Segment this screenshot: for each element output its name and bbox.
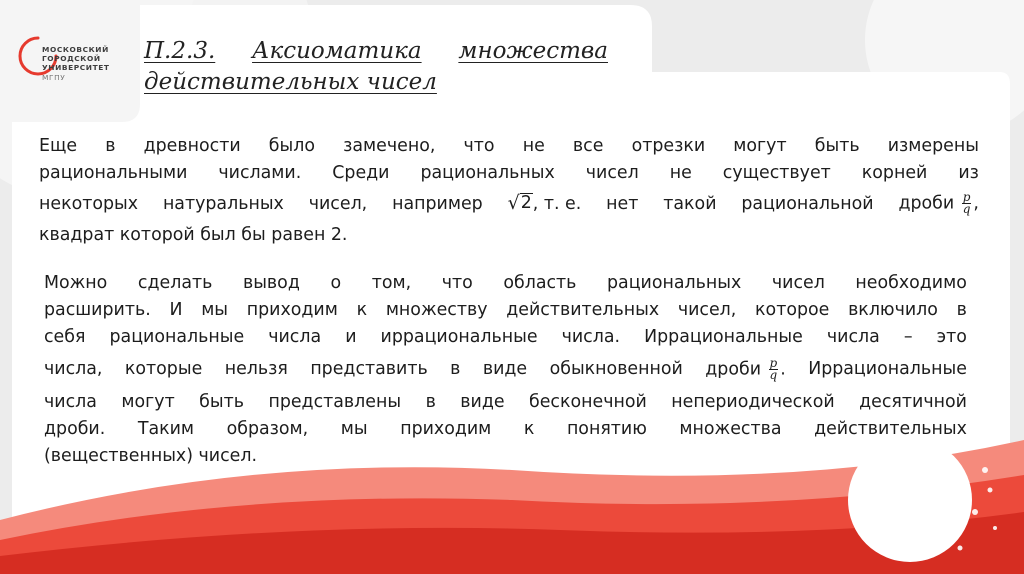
title-line-2: действительных чисел [144,69,437,95]
word: нельзя [224,359,288,379]
word: включило [848,299,938,320]
fraction-numerator: p [962,190,971,204]
p2-line-4 [44,350,967,388]
title-word: множества [458,38,608,64]
word: Иррациональные [644,326,803,347]
word: действительных [814,418,967,439]
word: . [780,359,786,379]
word: замечено, [343,135,436,156]
word: которые [124,359,203,379]
word: что [463,135,495,156]
p2-line-2 [44,296,967,323]
p1-line-1 [39,132,979,159]
sqrt-icon: √ [507,192,520,214]
word: множества [679,418,782,439]
logo-line: ГОРОДСКОЙ [42,54,101,64]
word: Таким [137,418,195,439]
word: существует [722,162,831,183]
word: чисел [771,272,825,293]
word: иррациональные [380,326,538,347]
fraction-group [705,355,786,382]
sqrt-expression [508,193,582,214]
word: мы [201,299,229,320]
fraction-numerator: p [769,355,778,370]
word: что [441,272,473,293]
word: представить [310,359,428,379]
word: чисел, [308,193,368,214]
p1-line-2 [39,159,979,186]
word: виде [482,359,528,379]
word: чисел, [677,299,737,320]
word: приходим [400,418,492,439]
word: в [956,299,967,320]
word: десятичной [859,391,967,412]
word: к [356,299,368,320]
logo-text [42,45,110,82]
word: сделать [137,272,213,293]
word: – [903,326,913,347]
word: это [936,326,967,347]
p2-line-3 [44,323,967,350]
word: было [268,135,315,156]
word: действительных [506,299,660,320]
word: бесконечной [529,391,647,412]
word: область [503,272,577,293]
p2-line-1 [44,269,967,296]
logo-line: МОСКОВСКИЙ [42,45,109,54]
word: непериодической [671,391,835,412]
fraction-denominator: q [769,367,778,382]
word: обыкновенной [549,359,683,379]
word: дроби [705,359,761,379]
word: приходим [246,299,338,320]
paragraph-1 [39,132,979,248]
word: том, [371,272,412,293]
fraction-denominator: q [962,202,971,216]
word: необходимо [855,272,967,293]
word: которое [755,299,830,320]
word: вывод [242,272,300,293]
word: И [169,299,183,320]
word: в [105,135,116,156]
title-line-1 [144,36,608,67]
word: древности [143,135,241,156]
p1-line-4 [39,221,979,248]
line-text: (вещественных) чисел. [44,445,258,466]
word: рациональные [109,326,245,347]
word: мы [340,418,368,439]
word: себя [44,326,86,347]
word: Еще [39,135,78,156]
word: дроби [898,193,955,214]
p2-line-7 [44,442,967,469]
word: например [392,193,483,214]
title-word: П.2.3. [144,38,216,64]
word: рациональной [741,193,874,214]
word: быть [814,135,860,156]
word: виде [460,391,505,412]
word: о [330,272,342,293]
university-logo [16,28,136,108]
word: нет [606,193,639,214]
word: в [425,391,436,412]
word: такой [663,193,717,214]
slide-title [144,36,608,98]
word: множеству [385,299,488,320]
p2-line-6 [44,415,967,442]
word: в [450,359,461,379]
word: Иррациональные [808,359,967,379]
word: натуральных [162,193,284,214]
title-word: Аксиоматика [252,38,422,64]
word: некоторых [39,193,139,214]
word: числа [268,326,322,347]
p2-line-5 [44,388,967,415]
paragraph-2 [44,269,967,469]
fraction-p-q [962,192,972,215]
word: могут [733,135,787,156]
word: образом, [226,418,309,439]
word: рациональных [607,272,742,293]
p1-line-3 [39,186,979,221]
word: и [345,326,357,347]
word: расширить. [44,299,151,320]
word: корней [861,162,928,183]
word: числа [44,391,97,412]
word: чисел [585,162,639,183]
sqrt-argument: 2 [520,193,532,213]
word: не [669,162,692,183]
word: рациональных [420,162,555,183]
word: , [973,193,979,214]
word: все [572,135,604,156]
word: числа, [44,359,103,379]
logo-line: УНИВЕРСИТЕТ [42,63,110,73]
word: Можно [44,272,108,293]
word: к [523,418,535,439]
word: могут [121,391,175,412]
word: быть [199,391,244,412]
word: дроби. [44,418,106,439]
word: числа [826,326,880,347]
word: рациональными [39,162,188,183]
word: измерены [887,135,979,156]
word: не [522,135,545,156]
word: представлены [268,391,402,412]
word: числа. [561,326,621,347]
word: числами. [218,162,302,183]
word: понятию [566,418,647,439]
word: отрезки [631,135,706,156]
word: , т. е. [532,194,582,214]
line-text: квадрат которой был бы равен 2. [39,224,348,245]
logo-line: МГПУ [42,72,66,82]
word: из [958,162,979,183]
fraction-p-q [769,355,779,382]
word: Среди [332,162,390,183]
fraction-group [898,192,978,215]
